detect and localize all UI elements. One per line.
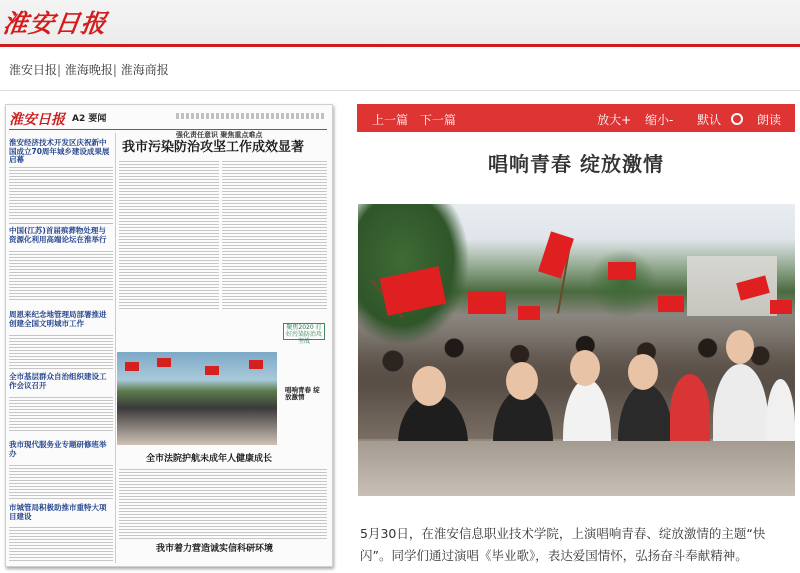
face-shape bbox=[412, 366, 446, 406]
article-title: 唱响青春 绽放激情 bbox=[488, 152, 664, 176]
site-logo[interactable]: 淮安日报 bbox=[0, 9, 109, 38]
newspaper-nav bbox=[9, 61, 169, 78]
face-shape bbox=[570, 350, 600, 386]
paper-text-block bbox=[222, 161, 327, 311]
paper-logo: 淮安日报 bbox=[9, 112, 65, 128]
paper-photo-caption[interactable]: 唱响青春 绽放激情 bbox=[285, 386, 320, 402]
zoom-in-button[interactable]: 放大+ bbox=[597, 113, 632, 127]
flag-shape bbox=[157, 358, 171, 367]
nav-huaihai-business[interactable]: 淮海商报 bbox=[120, 63, 169, 77]
flag-shape bbox=[205, 366, 219, 375]
next-article-link[interactable]: 下一篇 bbox=[419, 113, 456, 127]
paper-left-headline-4[interactable]: 全市基层群众自治组织建设工作会议召开 bbox=[9, 372, 107, 390]
nav-divider bbox=[0, 90, 800, 91]
paper-kicker[interactable]: 强化责任意识 聚焦重点难点 bbox=[176, 131, 263, 139]
face-shape bbox=[726, 330, 754, 364]
default-size-button[interactable] bbox=[687, 113, 743, 127]
masthead-red-rule bbox=[0, 44, 800, 47]
newspaper-page-thumbnail[interactable] bbox=[5, 104, 333, 567]
default-size-label: 默认 bbox=[697, 113, 722, 127]
paper-left-headline-3[interactable]: 周恩来纪念地管理局部署推进创建全国文明城市工作 bbox=[9, 310, 107, 328]
face-shape bbox=[506, 362, 538, 400]
radio-icon bbox=[731, 113, 743, 125]
article-photo[interactable] bbox=[358, 204, 795, 496]
article-nav bbox=[372, 111, 464, 128]
masthead bbox=[0, 0, 800, 44]
ground-shape bbox=[358, 441, 795, 496]
paper-text-block bbox=[9, 397, 113, 433]
prev-article-link[interactable]: 上一篇 bbox=[372, 113, 409, 127]
paper-text-block bbox=[119, 469, 327, 539]
nav-huaian-daily[interactable]: 淮安日报 bbox=[9, 63, 58, 77]
paper-photo bbox=[117, 352, 277, 445]
flag-shape bbox=[608, 262, 636, 280]
article-toolbar bbox=[357, 104, 795, 132]
zoom-out-button[interactable]: 缩小- bbox=[644, 113, 674, 127]
paper-text-block bbox=[9, 251, 113, 301]
paper-mid-headline-2[interactable]: 我市着力营造诚实信科研环境 bbox=[156, 544, 274, 554]
paper-left-headline-6[interactable]: 市城管局积极助推市重特大项目建设 bbox=[9, 503, 107, 521]
nav-huaihai-evening[interactable]: 淮海晚报 bbox=[64, 63, 113, 77]
text-size-tools bbox=[587, 111, 781, 128]
paper-mid-headline-1[interactable]: 全市法院护航未成年人健康成长 bbox=[146, 454, 273, 464]
paper-text-block bbox=[9, 527, 113, 563]
paper-dateline bbox=[176, 113, 326, 119]
article-caption: 5月30日，在淮安信息职业技术学院，上演唱响青春、绽放激情的主题“快闪”。同学们通过演唱《毕业歌》，表达爱国情怀，弘扬奋斗奉献精神。 bbox=[360, 526, 766, 563]
paper-green-box: 聚焦2020 打好污染防治攻坚战 bbox=[283, 323, 325, 340]
face-shape bbox=[628, 354, 658, 390]
flag-shape bbox=[249, 360, 263, 369]
paper-text-block bbox=[9, 465, 113, 499]
nav-separator: | bbox=[57, 63, 62, 77]
paper-left-headline-1[interactable]: 淮安经济技术开发区庆祝新中国成立70周年城乡建设成果展启幕 bbox=[9, 138, 110, 165]
paper-text-block bbox=[119, 161, 219, 311]
flag-shape bbox=[125, 362, 139, 371]
paper-edition: A2 要闻 bbox=[72, 114, 107, 124]
paper-text-block bbox=[9, 167, 113, 219]
read-aloud-button[interactable]: 朗读 bbox=[756, 113, 781, 127]
paper-left-headline-2[interactable]: 中国(江苏)首届殡葬物处理与资源化利用高端论坛在淮举行 bbox=[9, 226, 107, 244]
paper-text-block bbox=[9, 335, 113, 371]
paper-rule bbox=[9, 223, 113, 224]
paper-main-headline[interactable]: 我市污染防治攻坚工作成效显著 bbox=[122, 140, 305, 155]
paper-left-headline-5[interactable]: 我市现代服务业专题研修班举办 bbox=[9, 440, 107, 458]
nav-separator: | bbox=[112, 63, 117, 77]
paper-top-rule bbox=[9, 129, 327, 130]
paper-column-rule bbox=[115, 133, 116, 563]
flag-shape bbox=[538, 231, 574, 278]
